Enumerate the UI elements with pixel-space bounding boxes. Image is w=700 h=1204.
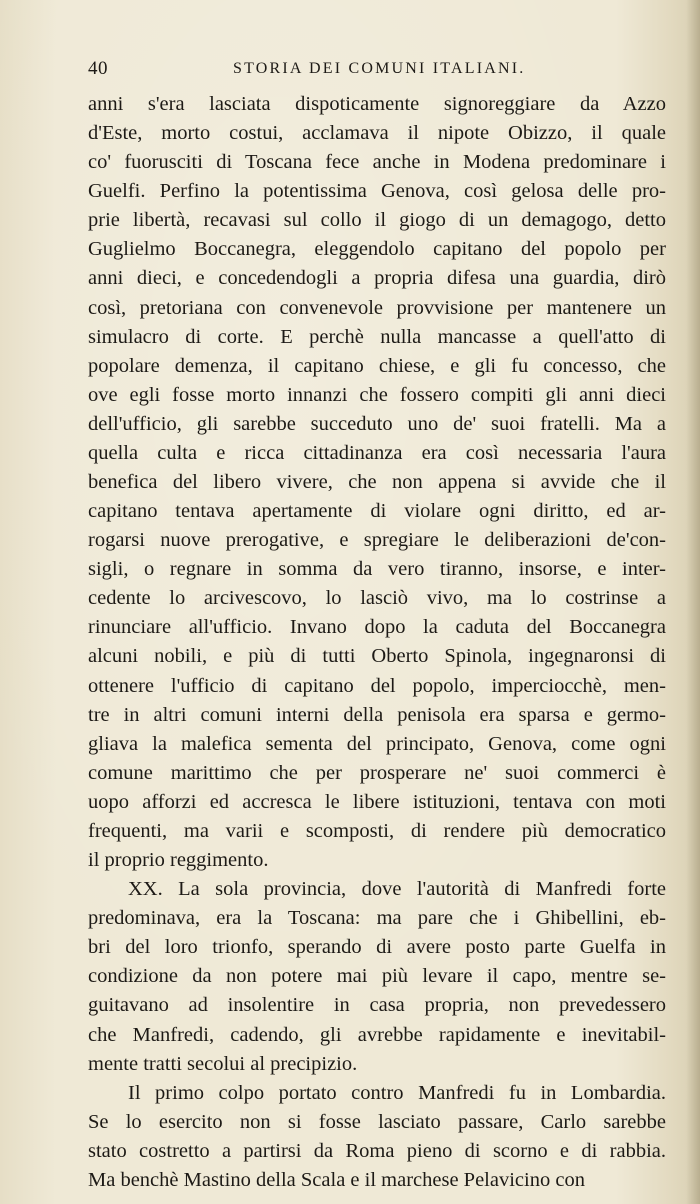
text-line: predominava, era la Toscana: ma pare che i Ghibellini, eb-: [88, 907, 666, 930]
text-line: mente tratti secolui al precipizio.: [88, 1052, 358, 1075]
text-line: gliava la malefica sementa del principato, Genova, come ogni: [88, 732, 666, 755]
paragraph-first-line: Il primo colpo portato contro Manfredi fu in Lombardia.: [128, 1081, 666, 1104]
text-line: uopo afforzi ed accresca le libere istituzioni, tentava con moti: [88, 790, 666, 813]
text-line: dell'ufficio, gli sarebbe succeduto uno de' suoi fratelli. Ma a: [88, 412, 666, 435]
text-line: capitano tentava apertamente di violare ogni diritto, ed ar-: [88, 500, 666, 523]
text-line: anni dieci, e concedendogli a propria difesa una guardia, dirò: [88, 267, 666, 290]
text-line: comune marittimo che per prosperare ne' suoi commerci è: [88, 761, 666, 784]
text-line: Ma benchè Mastino della Scala e il marchese Pelavicino con: [88, 1168, 585, 1191]
text-line: prie libertà, recavasi sul collo il giogo di un demagogo, detto: [88, 209, 666, 232]
text-line: co' fuorusciti di Toscana fece anche in Modena predominare i: [88, 151, 666, 174]
text-line: frequenti, ma varii e scomposti, di rendere più democratico: [88, 819, 666, 842]
text-line: alcuni nobili, e più di tutti Oberto Spinola, ingegnaronsi di: [88, 645, 666, 668]
page-edge-shadow: [686, 0, 700, 1204]
text-line: benefica del libero vivere, che non appena si avvide che il: [88, 471, 666, 494]
text-line: rinunciare all'ufficio. Invano dopo la caduta del Boccanegra: [88, 616, 666, 639]
text-line: ottenere l'ufficio di capitano del popolo, imperciocchè, men-: [88, 674, 666, 697]
text-line: così, pretoriana con convenevole provvisione per mantenere un: [88, 296, 666, 319]
page-number: 40: [88, 58, 108, 79]
text-line: ove egli fosse morto innanzi che fossero compiti gli anni dieci: [88, 383, 666, 406]
text-line: bri del loro trionfo, sperando di avere posto parte Guelfa in: [88, 936, 666, 959]
text-line: condizione da non potere mai più levare il capo, mentre se-: [88, 965, 666, 988]
text-line: stato costretto a partirsi da Roma pieno di scorno e di rabbia.: [88, 1139, 666, 1162]
running-title: STORIA DEI COMUNI ITALIANI.: [233, 60, 526, 77]
text-line: Guglielmo Boccanegra, eleggendolo capitano del popolo per: [88, 238, 666, 261]
paragraph-first-line: anni s'era lasciata dispoticamente signoreggiare da Azzo: [88, 93, 666, 115]
text-line: sigli, o regnare in somma da vero tiranno, insorse, e inter-: [88, 558, 666, 581]
text-line: popolare demenza, il capitano chiese, e gli fu concesso, che: [88, 354, 666, 377]
text-line: che Manfredi, cadendo, gli avrebbe rapidamente e inevitabil-: [88, 1023, 666, 1046]
paragraph-first-line: XX. La sola provincia, dove l'autorità di Manfredi forte: [128, 878, 666, 901]
text-line: cedente lo arcivescovo, lo lasciò vivo, ma lo costrinse a: [88, 587, 666, 610]
page-header: [88, 58, 666, 82]
text-line: Se lo esercito non si fosse lasciato passare, Carlo sarebbe: [88, 1110, 666, 1133]
text-line: Guelfi. Perfino la potentissima Genova, così gelosa delle pro-: [88, 180, 666, 203]
text-line: simulacro di corte. E perchè nulla mancasse a quell'atto di: [88, 325, 666, 348]
text-line: rogarsi nuove prerogative, e spregiare le deliberazioni de'con-: [88, 529, 666, 552]
text-line: il proprio reggimento.: [88, 849, 269, 872]
text-line: tre in altri comuni interni della penisola era sparsa e germo-: [88, 703, 666, 726]
text-line: guitavano ad insolentire in casa propria, non prevedessero: [88, 994, 666, 1017]
body-text: [88, 90, 666, 1195]
text-line: quella culta e ricca cittadinanza era così necessaria l'aura: [88, 441, 666, 464]
text-line: d'Este, morto costui, acclamava il nipote Obizzo, il quale: [88, 122, 666, 145]
